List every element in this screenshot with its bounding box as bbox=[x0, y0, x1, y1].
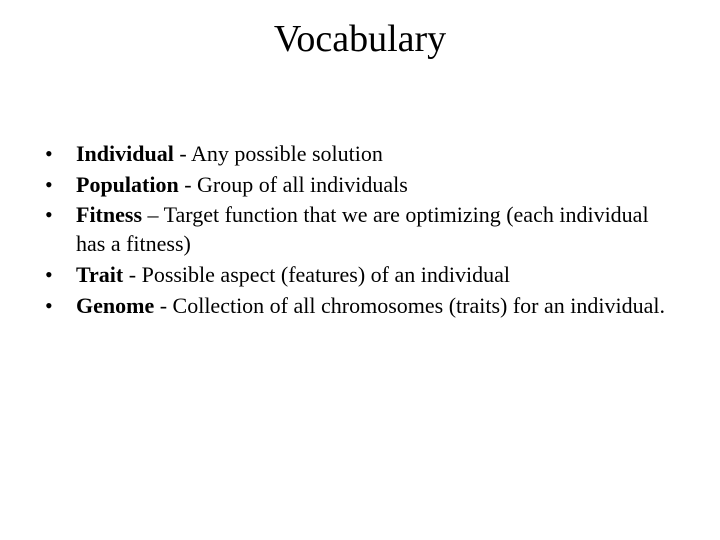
bullet-icon: • bbox=[45, 141, 53, 166]
list-item bbox=[45, 200, 665, 258]
bullet-icon: • bbox=[45, 261, 53, 287]
term-definition: Target function that we are optimizing (each individual has a fitness) bbox=[76, 202, 649, 256]
term-label: Genome bbox=[76, 293, 155, 318]
slide-title: Vocabulary bbox=[273, 18, 447, 60]
term-label: Population bbox=[76, 171, 179, 197]
term-separator: - bbox=[173, 141, 191, 166]
term-label: Fitness bbox=[76, 202, 142, 227]
bullet-icon: • bbox=[45, 293, 53, 318]
bullet-icon: • bbox=[45, 202, 53, 227]
vocabulary-list bbox=[45, 139, 665, 323]
bullet-icon: • bbox=[45, 171, 53, 197]
term-separator: - bbox=[123, 261, 142, 287]
term-label: Trait bbox=[76, 261, 124, 287]
list-item bbox=[45, 290, 665, 321]
term-separator: - bbox=[154, 293, 173, 318]
term-separator: – bbox=[142, 202, 164, 227]
list-item bbox=[45, 170, 665, 199]
term-definition: Collection of all chromosomes (traits) for an individual. bbox=[172, 293, 665, 318]
term-definition: Group of all individuals bbox=[197, 171, 408, 197]
term-separator: - bbox=[178, 171, 198, 197]
term-label: Individual bbox=[76, 141, 174, 166]
list-item bbox=[45, 139, 665, 168]
term-definition: Possible aspect (features) of an individual bbox=[141, 261, 510, 287]
list-item bbox=[45, 260, 665, 289]
term-definition: Any possible solution bbox=[190, 141, 383, 166]
